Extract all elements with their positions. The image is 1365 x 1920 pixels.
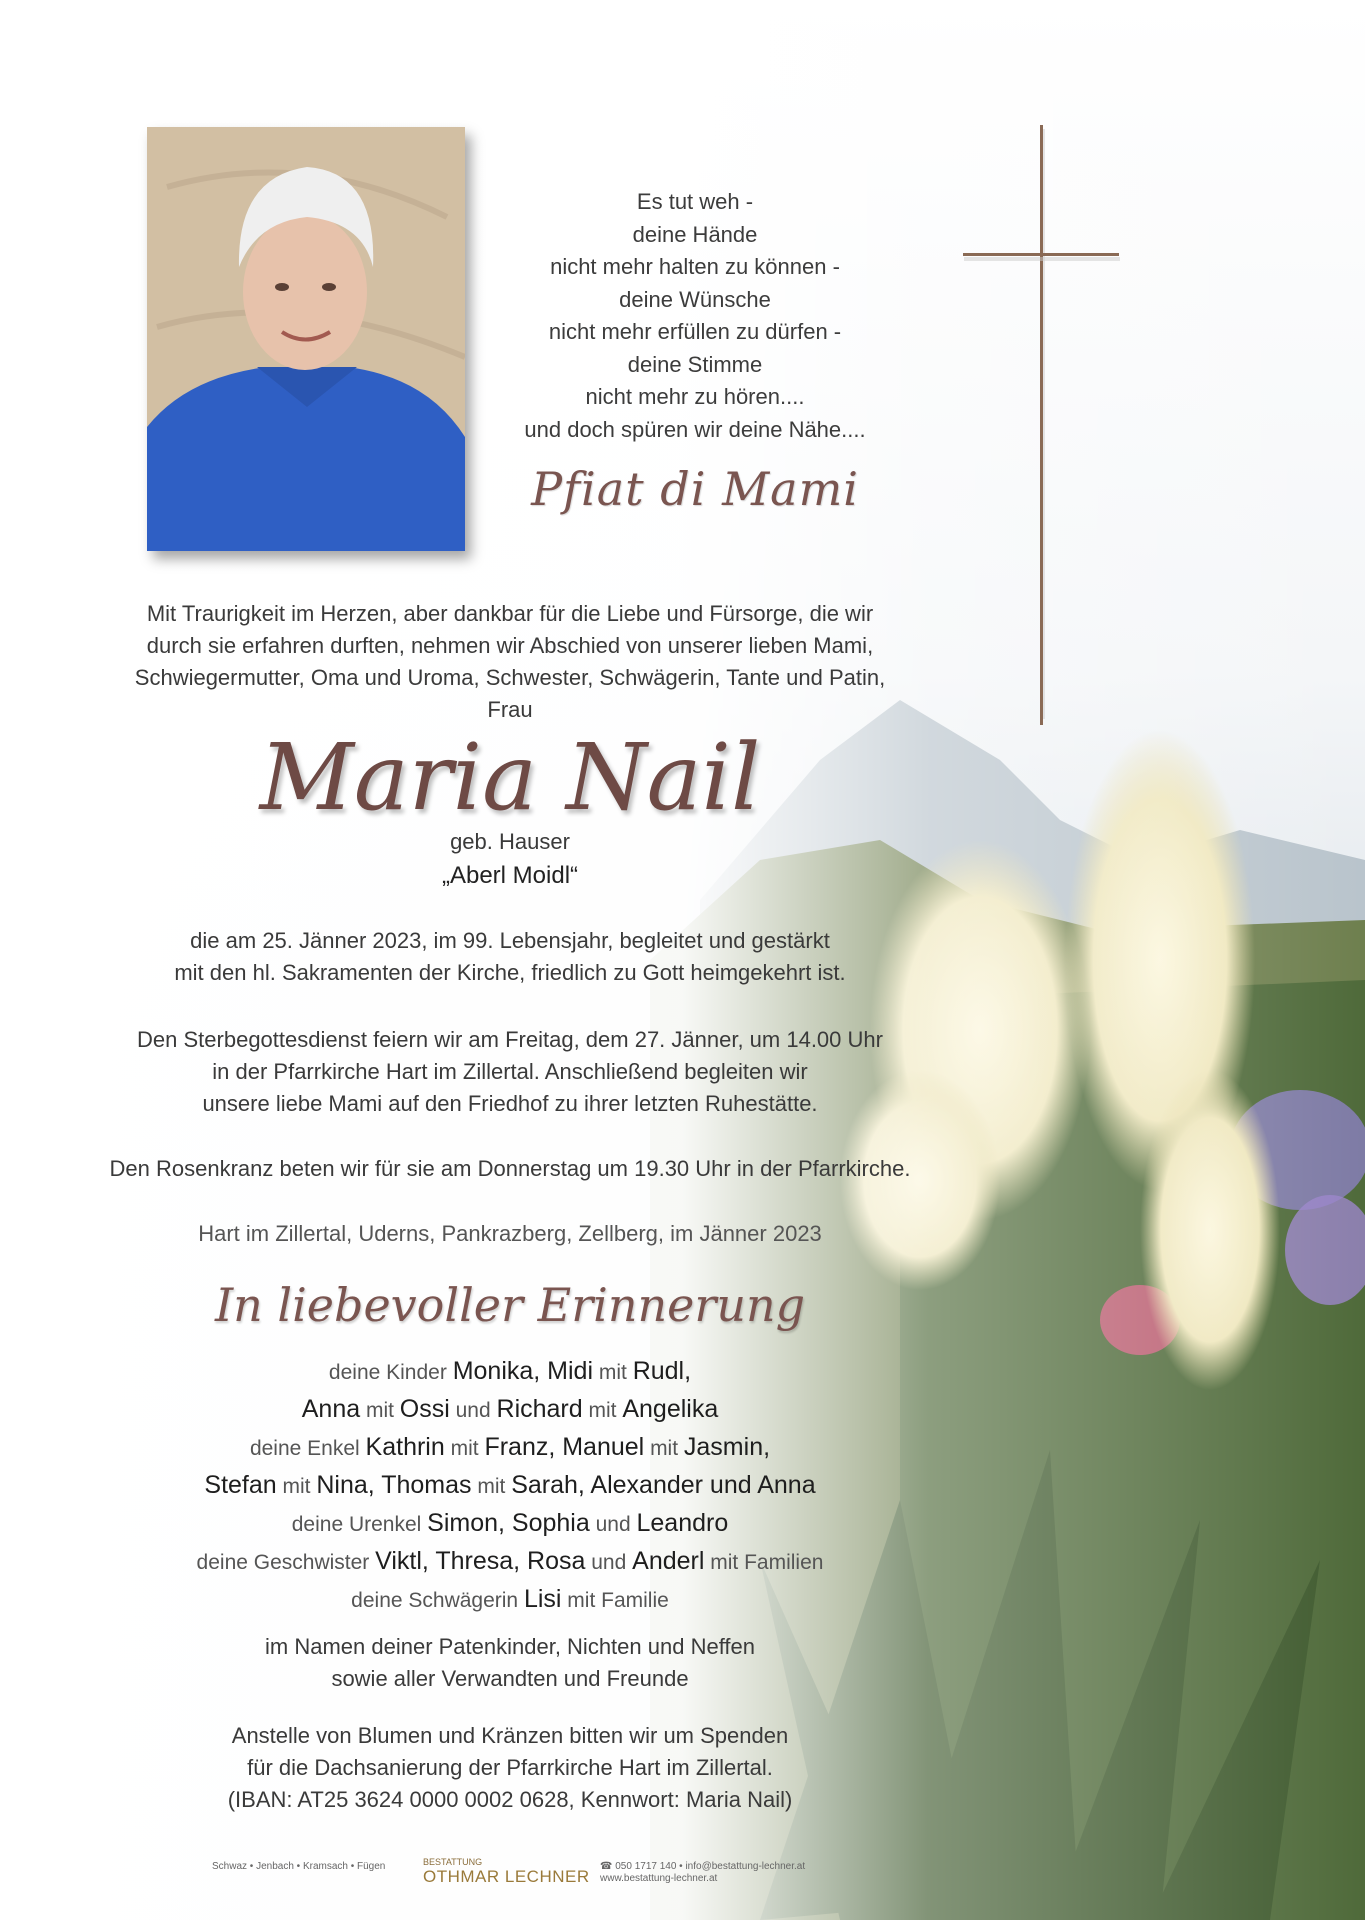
deceased-name: Maria Nail — [259, 724, 761, 831]
rosary-info: Den Rosenkranz beten wir für sie am Donnerstag um 19.30 Uhr in der Pfarrkirche. — [109, 1156, 911, 1181]
donation-line: (IBAN: AT25 3624 0000 0002 0628, Kennwort: Maria Nail) — [227, 1787, 793, 1812]
family-member-name: Nina, Thomas — [316, 1471, 472, 1499]
relation-text: und — [585, 1551, 633, 1574]
funeral-line: in der Pfarrkirche Hart im Zillertal. Anschließend begleiten wir — [212, 1059, 808, 1084]
relation-text: deine Schwägerin — [351, 1589, 524, 1612]
relation-text: und — [589, 1513, 637, 1536]
relation-text: mit — [593, 1361, 633, 1384]
relation-text: deine Geschwister — [196, 1551, 376, 1574]
company-logo — [423, 1857, 590, 1887]
poem — [470, 186, 920, 446]
family-member-name: Kathrin — [365, 1433, 445, 1461]
poem-line: deine Wünsche — [619, 286, 771, 312]
relation-text: deine Kinder — [328, 1361, 453, 1384]
relation-text: und — [449, 1399, 497, 1422]
donation-line: für die Dachsanierung der Pfarrkirche Hart im Zillertal. — [247, 1755, 773, 1780]
funeral-line: unsere liebe Mami auf den Friedhof zu ihrer letzten Ruhestätte. — [202, 1091, 818, 1116]
family-line — [120, 1468, 900, 1506]
relation-text: mit — [471, 1475, 512, 1498]
poem-line: nicht mehr halten zu können - — [550, 254, 840, 279]
family-member-name: Richard — [496, 1395, 583, 1423]
family-line — [120, 1544, 900, 1582]
funeral-info — [70, 1024, 950, 1120]
portrait-photo — [147, 127, 465, 551]
relation-text: mit — [276, 1475, 317, 1498]
family-line — [120, 1582, 900, 1620]
intro-line: Frau — [487, 697, 533, 722]
family-line — [120, 1392, 900, 1430]
family-member-name: Leandro — [636, 1509, 729, 1537]
family-member-name: Lisi — [523, 1585, 562, 1613]
family-member-name: Monika, Midi — [452, 1357, 594, 1385]
family-list — [120, 1354, 900, 1620]
poem-line: deine Hände — [632, 221, 758, 247]
family-member-name: Ossi — [399, 1395, 450, 1423]
relation-text: mit Familien — [704, 1551, 824, 1574]
relation-text: deine Enkel — [249, 1437, 366, 1460]
death-notice — [70, 925, 950, 989]
relatives-note — [70, 1631, 950, 1695]
family-member-name: Anna — [301, 1395, 361, 1423]
footer-locations: Schwaz • Jenbach • Kramsach • Fügen — [212, 1861, 386, 1872]
family-member-name: Sarah, Alexander und Anna — [511, 1471, 816, 1499]
relation-text: mit — [644, 1437, 684, 1460]
memory-title: In liebevoller Erinnerung — [214, 1278, 806, 1332]
intro-line: durch sie erfahren durften, nehmen wir Abschied von unserer lieben Mami, — [146, 633, 874, 658]
contact-info: ☎ 050 1717 140 • info@bestattung-lechner.at — [600, 1861, 806, 1872]
relation-text: mit — [360, 1399, 400, 1422]
funeral-line: Den Sterbegottesdienst feiern wir am Freitag, dem 27. Jänner, um 14.00 Uhr — [137, 1027, 883, 1052]
family-line — [120, 1430, 900, 1468]
relation-text: mit — [582, 1399, 623, 1422]
relation-text: deine Urenkel — [291, 1513, 428, 1536]
poem-line: nicht mehr erfüllen zu dürfen - — [548, 319, 842, 344]
family-member-name: Franz, Manuel — [484, 1433, 645, 1461]
family-member-name: Simon, Sophia — [427, 1509, 590, 1537]
company-label: BESTATTUNG — [423, 1857, 483, 1867]
relation-text: mit Familie — [561, 1589, 669, 1612]
nickname: „Aberl Moidl“ — [441, 862, 579, 889]
family-line — [120, 1506, 900, 1544]
place-date: Hart im Zillertal, Uderns, Pankrazberg, Zellberg, im Jänner 2023 — [198, 1221, 822, 1246]
farewell-greeting: Pfiat di Mami — [531, 462, 859, 516]
relatives-line: im Namen deiner Patenkinder, Nichten und Neffen — [265, 1634, 755, 1659]
family-member-name: Viktl, Thresa, Rosa — [375, 1547, 586, 1575]
poem-line: Es tut weh - — [636, 189, 754, 214]
company-name: OTHMAR LECHNER — [423, 1867, 590, 1886]
footer-contact — [600, 1861, 805, 1885]
poem-line: deine Stimme — [627, 351, 763, 377]
death-notice-line: mit den hl. Sakramenten der Kirche, friedlich zu Gott heimgekehrt ist. — [174, 960, 846, 985]
intro-line: Schwiegermutter, Oma und Uroma, Schwester, Schwägerin, Tante und Patin, — [134, 665, 886, 690]
donation-note — [70, 1720, 950, 1816]
poem-line: nicht mehr zu hören.... — [585, 384, 805, 409]
family-line — [120, 1354, 900, 1392]
website-link[interactable]: www.bestattung-lechner.at — [600, 1873, 718, 1884]
family-member-name: Angelika — [622, 1395, 719, 1423]
death-notice-line: die am 25. Jänner 2023, im 99. Lebensjahr, begleitet und gestärkt — [190, 928, 830, 953]
poem-line: und doch spüren wir deine Nähe.... — [524, 416, 866, 442]
family-member-name: Jasmin, — [683, 1433, 771, 1461]
relation-text: mit — [444, 1437, 485, 1460]
family-member-name: Rudl, — [632, 1357, 692, 1385]
family-member-name: Anderl — [632, 1547, 705, 1575]
family-member-name: Stefan — [204, 1471, 277, 1499]
relatives-line: sowie aller Verwandten und Freunde — [331, 1666, 689, 1691]
maiden-name: geb. Hauser — [450, 829, 570, 854]
intro-text — [100, 598, 920, 726]
donation-line: Anstelle von Blumen und Kränzen bitten wir um Spenden — [231, 1723, 789, 1748]
cross-icon — [960, 125, 1120, 725]
intro-line: Mit Traurigkeit im Herzen, aber dankbar für die Liebe und Fürsorge, die wir — [146, 601, 874, 626]
